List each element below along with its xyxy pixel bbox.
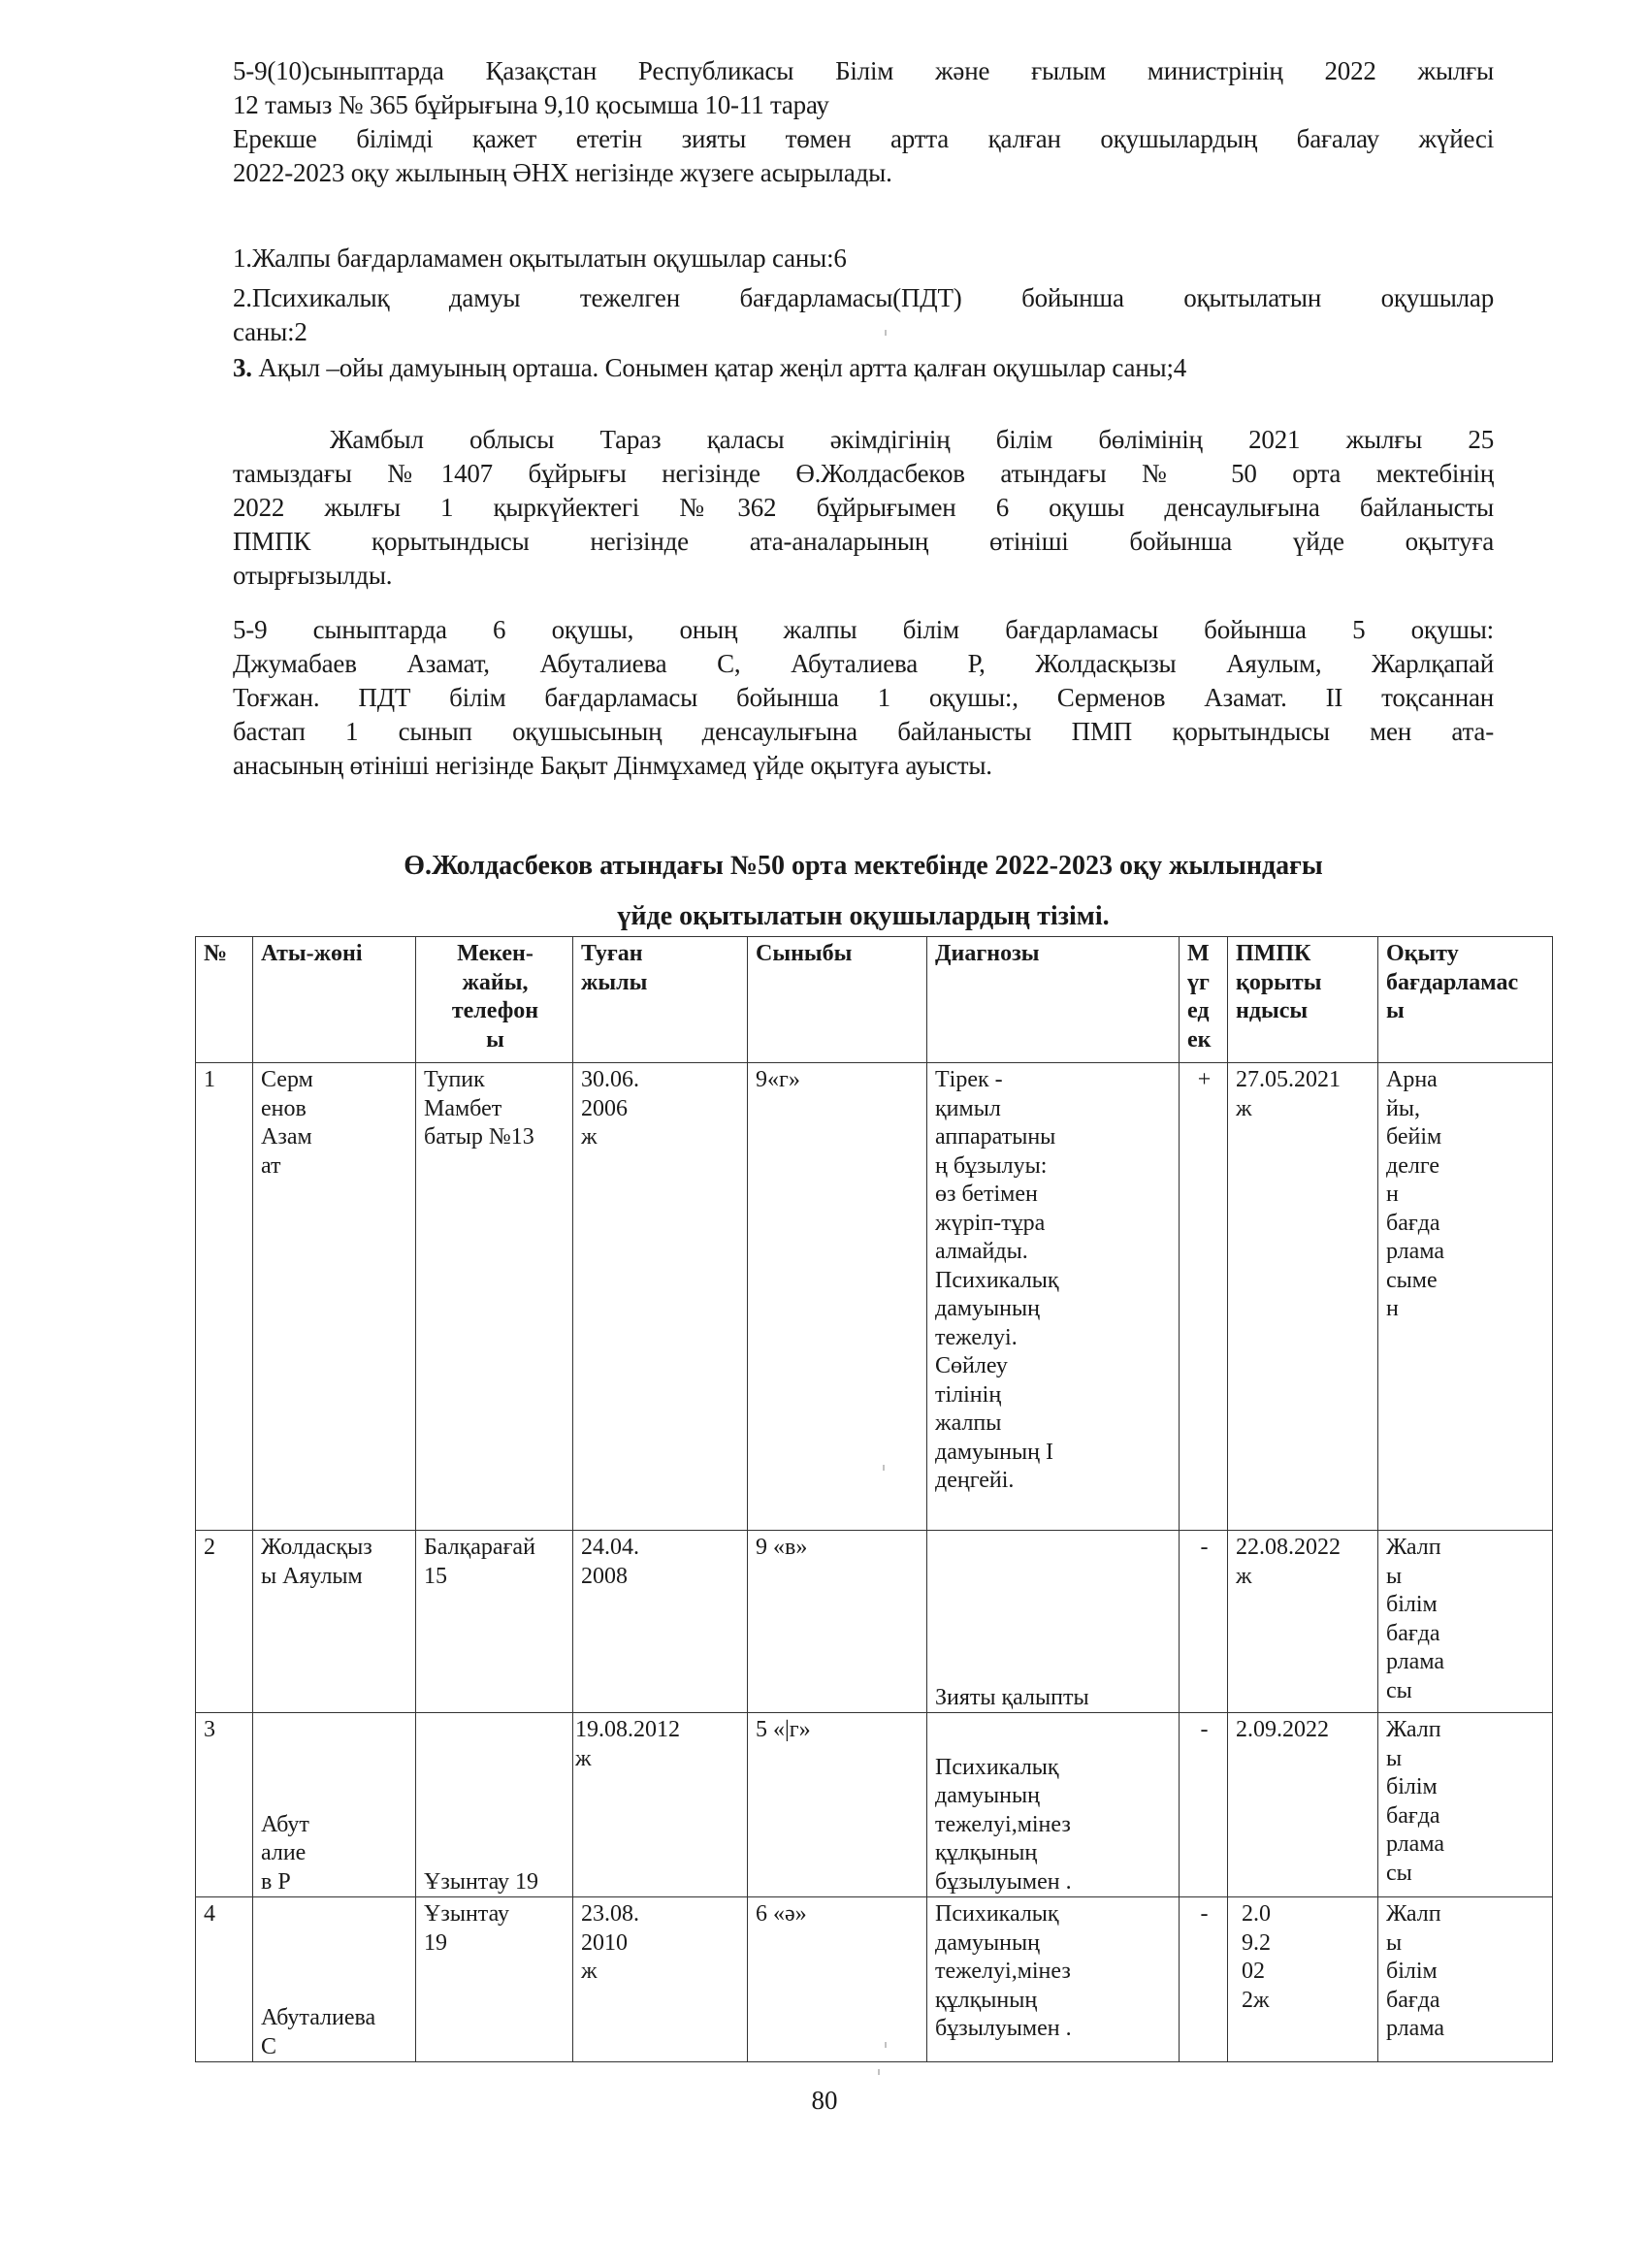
table-title-line-1: Ө.Жолдасбеков атындағы №50 орта мектебінде 2022-2023 оқу жылындағы xyxy=(404,851,1323,881)
cell-disability: - xyxy=(1180,1897,1228,2062)
cell-program: Арна йы, бейім делге н бағда рлама сыме н xyxy=(1378,1063,1553,1531)
cell-program: Жалп ы білім бағда рлама сы xyxy=(1378,1531,1553,1713)
cell-address: Тупик Мамбет батыр №13 xyxy=(416,1063,573,1531)
intro-paragraph-2 xyxy=(233,122,1494,190)
cell-pmpk: 2.09.2022 xyxy=(1228,1713,1378,1897)
cell-class: 6 «ә» xyxy=(748,1897,927,2062)
table-row xyxy=(196,1897,1553,2062)
text-line: 2022 жылғы 1 қыркүйектегі №362 бұйрығымен 6 оқушы денсаулығына байланысты xyxy=(233,493,1494,522)
cell-birth: 24.04. 2008 xyxy=(573,1531,748,1713)
cell-pmpk: 2.0 9.2 02 2ж xyxy=(1228,1897,1378,2062)
text-line: тамыздағы №1407 бұйрығы негізінде Ө.Жолдасбеков атындағы № 50 орта мектебінің xyxy=(233,459,1494,488)
cell-program: Жалп ы білім бағда рлама сы xyxy=(1378,1713,1553,1897)
cell-diagnosis: Психикалық дамуының тежелуі,мінез құлқының бұзылуымен . xyxy=(927,1897,1180,2062)
cell-diagnosis: Психикалық дамуының тежелуі,мінез құлқының бұзылуымен . xyxy=(927,1713,1180,1897)
text-line: Жамбыл облысы Тараз қаласы әкімдігінің білім бөлімінің 2021 жылғы 25 xyxy=(330,425,1494,454)
header-pmpk: ПМПК қорыты ндысы xyxy=(1228,937,1378,1063)
cell-diagnosis: Тірек - қимыл аппаратыны ң бұзылуы: өз бетімен жүріп-тұра алмайды. Психикалық дамуының тежелуі. Сөйлеу тілінің жалпы дамуының I деңгейі. xyxy=(927,1063,1180,1531)
text-line: 2022-2023 оқу жылының ӘНХ негізінде жүзеге асырылады. xyxy=(233,158,892,187)
scan-speck xyxy=(885,2042,887,2048)
text-line: саны:2 xyxy=(233,317,307,346)
table-row xyxy=(196,1531,1553,1713)
text-line: 5-9 сыныптарда 6 оқушы, оның жалпы білім бағдарламасы бойынша 5 оқушы: xyxy=(233,615,1494,644)
scan-speck xyxy=(878,2069,880,2075)
intro-item-2 xyxy=(233,281,1494,349)
header-program: Оқыту бағдарламас ы xyxy=(1378,937,1553,1063)
header-number: № xyxy=(196,937,253,1063)
cell-program: Жалп ы білім бағда рлама xyxy=(1378,1897,1553,2062)
text-line: бастап 1 сынып оқушысының денсаулығына байланысты ПМП қорытындысы мен ата- xyxy=(233,717,1494,746)
page-number: 80 xyxy=(811,2086,838,2115)
text-line: 5-9(10)сыныптарда Қазақстан Республикасы Білім және ғылым министрінің 2022 жылғы xyxy=(233,56,1494,85)
cell-class: 9«г» xyxy=(748,1063,927,1531)
students-table xyxy=(195,936,1553,2062)
intro-item-1 xyxy=(233,242,1494,275)
header-disability: М үг ед ек xyxy=(1180,937,1228,1063)
text-line: анасының өтініші негізінде Бақыт Дінмұхамед үйде оқытуға ауысты. xyxy=(233,751,992,780)
order-paragraph xyxy=(233,423,1494,593)
scan-speck xyxy=(885,330,887,336)
cell-address: Балқарағай 15 xyxy=(416,1531,573,1713)
cell-diagnosis: Зияты қалыпты xyxy=(927,1531,1180,1713)
cell-disability: - xyxy=(1180,1713,1228,1897)
text-line xyxy=(233,351,1494,385)
text-line: 1.Жалпы бағдарламамен оқытылатын оқушылар саны:6 xyxy=(233,243,847,273)
cell-name: Абут алие в Р xyxy=(253,1713,416,1897)
table-row xyxy=(196,1713,1553,1897)
table-row xyxy=(196,1063,1553,1531)
cell-name: Абуталиева С xyxy=(253,1897,416,2062)
header-birth-year: Туған жылы xyxy=(573,937,748,1063)
text-line: Тоғжан. ПДТ білім бағдарламасы бойынша 1 оқушы:, Серменов Азамат. II тоқсаннан xyxy=(233,683,1494,712)
cell-disability: + xyxy=(1180,1063,1228,1531)
cell-number: 1 xyxy=(196,1063,253,1531)
students-paragraph xyxy=(233,613,1494,783)
header-diagnosis: Диагнозы xyxy=(927,937,1180,1063)
text-line: 2.Психикалық дамуы тежелген бағдарламасы(ПДТ) бойынша оқытылатын оқушылар xyxy=(233,283,1494,312)
cell-class: 5 «|г» xyxy=(748,1713,927,1897)
cell-name: Серм енов Азам ат xyxy=(253,1063,416,1531)
header-address: Мекен- жайы, телефон ы xyxy=(416,937,573,1063)
cell-class: 9 «в» xyxy=(748,1531,927,1713)
intro-paragraph-1 xyxy=(233,54,1494,122)
text-line: Джумабаев Азамат, Абуталиева С, Абуталиева Р, Жолдасқызы Аяулым, Жарлқапай xyxy=(233,649,1494,678)
text-line: Ерекше білімді қажет ететін зияты төмен артта қалған оқушылардың бағалау жүйесі xyxy=(233,124,1494,153)
scan-speck xyxy=(883,1465,885,1471)
cell-number: 2 xyxy=(196,1531,253,1713)
table-header-row xyxy=(196,937,1553,1063)
text-line: 12 тамыз № 365 бұйрығына 9,10 қосымша 10-11 тарау xyxy=(233,90,829,119)
intro-item-3 xyxy=(233,351,1494,385)
cell-disability: - xyxy=(1180,1531,1228,1713)
cell-name: Жолдасқыз ы Аяулым xyxy=(253,1531,416,1713)
cell-birth: 30.06. 2006 ж xyxy=(573,1063,748,1531)
cell-number: 3 xyxy=(196,1713,253,1897)
cell-address: Ұзынтау 19 xyxy=(416,1713,573,1897)
item-number: 3. xyxy=(233,353,252,382)
cell-address: Ұзынтау 19 xyxy=(416,1897,573,2062)
cell-birth: 19.08.2012 ж xyxy=(573,1713,748,1897)
text-line: отырғызылды. xyxy=(233,561,393,590)
text-line: ПМПК қорытындысы негізінде ата-аналарының өтініші бойынша үйде оқытуға xyxy=(233,527,1494,556)
cell-number: 4 xyxy=(196,1897,253,2062)
header-class: Сыныбы xyxy=(748,937,927,1063)
table-title-line-2: үйде оқытылатын оқушылардың тізімі. xyxy=(617,901,1110,931)
header-name: Аты-жөні xyxy=(253,937,416,1063)
cell-birth: 23.08. 2010 ж xyxy=(573,1897,748,2062)
cell-pmpk: 22.08.2022 ж xyxy=(1228,1531,1378,1713)
cell-pmpk: 27.05.2021 ж xyxy=(1228,1063,1378,1531)
item-text: Ақыл –ойы дамуының орташа. Сонымен қатар жеңіл артта қалған оқушылар саны;4 xyxy=(251,353,1187,382)
